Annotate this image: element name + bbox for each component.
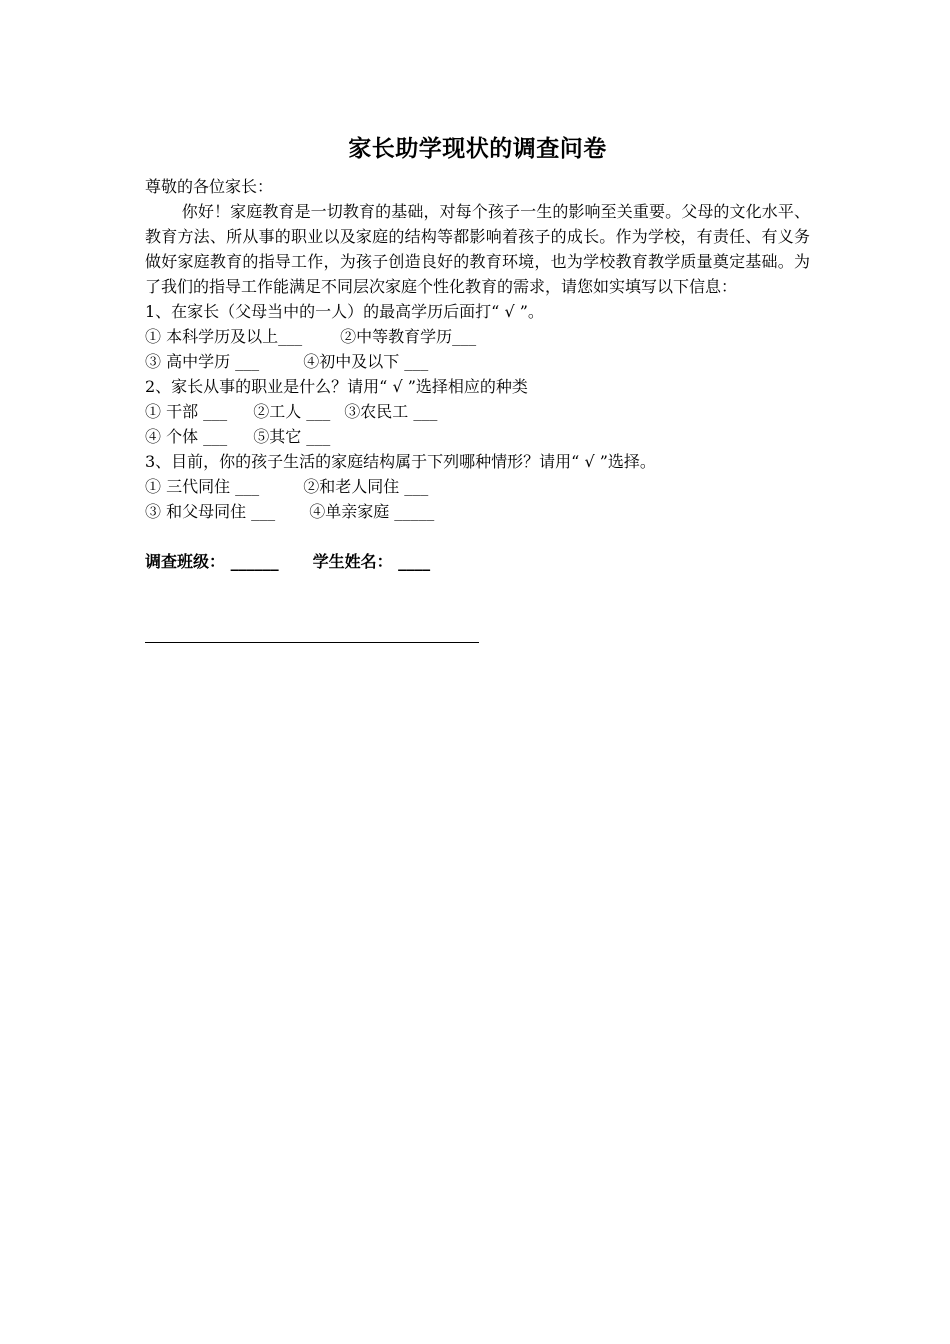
q2-option-migrant-worker: ③农民工 ___ — [344, 402, 438, 421]
document-title: 家长助学现状的调查问卷 — [348, 136, 607, 162]
q2-option-worker: ②工人 ___ — [253, 402, 331, 421]
question-1: 1、在家长（父母当中的一人）的最高学历后面打“ √ ”。 — [145, 302, 544, 321]
document-body — [145, 132, 810, 574]
question-1-options-row-2 — [145, 349, 810, 374]
question-3-options-row-2 — [145, 499, 810, 524]
q2-option-cadre: ① 干部 ___ — [145, 402, 228, 421]
q2-option-self-employed: ④ 个体 ___ — [145, 427, 228, 446]
q3-option-single-parent: ④单亲家庭 _____ — [309, 502, 435, 521]
q1-option-junior: ④初中及以下 ___ — [303, 352, 429, 371]
q1-option-bachelor: ① 本科学历及以上___ — [145, 327, 303, 346]
question-2: 2、家长从事的职业是什么？请用“ √ ”选择相应的种类 — [145, 377, 528, 396]
q1-option-highschool: ③ 高中学历 ___ — [145, 352, 260, 371]
q1-option-secondary: ②中等教育学历___ — [340, 327, 477, 346]
intro-paragraph: 你好！家庭教育是一切教育的基础，对每个孩子一生的影响至关重要。父母的文化水平、教育方法、所从事的职业以及家庭的结构等都影响着孩子的成长。作为学校，有责任、有义务做好家庭教育的指导工作，为孩子创造良好的教育环境，也为学校教育教学质量奠定基础。为了我们的指导工作能满足不同层次家庭个性化教育的需求，请您如实填写以下信息： — [145, 202, 810, 296]
signature-line — [145, 642, 479, 643]
question-2-options-row-2 — [145, 424, 810, 449]
q2-option-other: ⑤其它 ___ — [253, 427, 331, 446]
question-1-options-row-1 — [145, 324, 810, 349]
greeting: 尊敬的各位家长： — [145, 177, 274, 196]
q3-option-with-parents: ③ 和父母同住 ___ — [145, 502, 276, 521]
student-name-field-label: 学生姓名： ____ — [312, 552, 431, 571]
class-field-label: 调查班级： ______ — [145, 552, 279, 571]
q3-option-with-elders: ②和老人同住 ___ — [303, 477, 429, 496]
question-2-options-row-1 — [145, 399, 810, 424]
question-3: 3、目前，你的孩子生活的家庭结构属于下列哪种情形？请用“ √ ”选择。 — [145, 452, 656, 471]
question-3-options-row-1 — [145, 474, 810, 499]
survey-footer — [145, 549, 810, 574]
q3-option-three-generations: ① 三代同住 ___ — [145, 477, 260, 496]
